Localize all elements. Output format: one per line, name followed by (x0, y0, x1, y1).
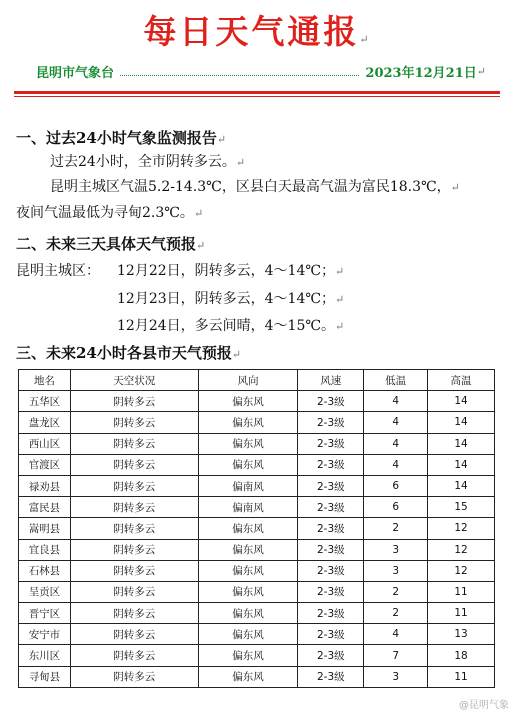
cell-sky: 阴转多云 (70, 433, 198, 454)
cell-sky: 阴转多云 (70, 412, 198, 433)
cell-name: 宜良县 (19, 539, 71, 560)
table-row (19, 475, 495, 496)
header-sky: 天空状况 (70, 370, 198, 391)
cell-wind-dir: 偏东风 (198, 433, 298, 454)
header-wind-dir: 风向 (198, 370, 298, 391)
cell-high: 18 (428, 645, 495, 666)
cell-wind-speed: 2-3级 (298, 433, 364, 454)
cell-name: 东川区 (19, 645, 71, 666)
cell-sky: 阴转多云 (70, 539, 198, 560)
cell-sky: 阴转多云 (70, 518, 198, 539)
cell-name: 呈贡区 (19, 581, 71, 602)
header-high: 高温 (428, 370, 495, 391)
cell-wind-speed: 2-3级 (298, 391, 364, 412)
forecast-3: 12月24日，多云间晴，4～15℃。↵ (117, 318, 345, 334)
cell-low: 6 (364, 475, 428, 496)
cell-sky: 阴转多云 (70, 581, 198, 602)
table-row (19, 433, 495, 454)
table-row (19, 666, 495, 687)
section1-p2a: 昆明主城区气温5.2-14.3℃，区县白天最高气温为富民18.3℃，↵ (50, 179, 460, 195)
report-title: 每日天气通报↵ (143, 12, 372, 51)
table-row (19, 497, 495, 518)
dotted-leader (120, 67, 359, 76)
cell-wind-dir: 偏东风 (198, 645, 298, 666)
cell-wind-dir: 偏东风 (198, 666, 298, 687)
cell-low: 7 (364, 645, 428, 666)
city-label: 昆明主城区： (16, 263, 100, 279)
table-body (19, 391, 495, 688)
cell-low: 4 (364, 433, 428, 454)
cell-name: 石林县 (19, 560, 71, 581)
cell-high: 14 (428, 391, 495, 412)
table-row (19, 539, 495, 560)
cell-high: 12 (428, 560, 495, 581)
report-date: 2023年12月21日 (365, 66, 477, 81)
red-rule-thin (14, 96, 500, 97)
cell-low: 2 (364, 581, 428, 602)
cell-name: 安宁市 (19, 624, 71, 645)
header-wind-speed: 风速 (298, 370, 364, 391)
cell-wind-speed: 2-3级 (298, 624, 364, 645)
table-row (19, 391, 495, 412)
cell-low: 2 (364, 518, 428, 539)
cell-name: 寻甸县 (19, 666, 71, 687)
cell-wind-speed: 2-3级 (298, 454, 364, 475)
cell-sky: 阴转多云 (70, 624, 198, 645)
table-row (19, 454, 495, 475)
table-row (19, 518, 495, 539)
cell-wind-speed: 2-3级 (298, 412, 364, 433)
table-header-row (19, 370, 495, 391)
cell-low: 6 (364, 497, 428, 518)
table-row (19, 412, 495, 433)
org-date-line: 昆明市气象台 2023年12月21日 ↵ (36, 62, 486, 81)
cell-sky: 阴转多云 (70, 391, 198, 412)
cell-high: 11 (428, 666, 495, 687)
cell-high: 13 (428, 624, 495, 645)
cell-low: 3 (364, 666, 428, 687)
cell-high: 14 (428, 475, 495, 496)
cell-high: 15 (428, 497, 495, 518)
header-name: 地名 (19, 370, 71, 391)
cell-sky: 阴转多云 (70, 497, 198, 518)
cell-wind-dir: 偏东风 (198, 624, 298, 645)
cell-name: 嵩明县 (19, 518, 71, 539)
cell-low: 4 (364, 624, 428, 645)
forecast-table (18, 369, 495, 688)
cell-name: 盘龙区 (19, 412, 71, 433)
cell-name: 五华区 (19, 391, 71, 412)
cell-high: 11 (428, 603, 495, 624)
section1-heading: 一、过去24小时气象监测报告↵ (16, 129, 227, 147)
cell-wind-speed: 2-3级 (298, 581, 364, 602)
cell-low: 3 (364, 560, 428, 581)
table-row (19, 603, 495, 624)
cell-wind-speed: 2-3级 (298, 603, 364, 624)
cell-wind-dir: 偏南风 (198, 475, 298, 496)
cell-sky: 阴转多云 (70, 645, 198, 666)
cell-name: 官渡区 (19, 454, 71, 475)
cell-sky: 阴转多云 (70, 603, 198, 624)
cell-name: 晋宁区 (19, 603, 71, 624)
cell-wind-dir: 偏东风 (198, 603, 298, 624)
cell-wind-speed: 2-3级 (298, 560, 364, 581)
cell-sky: 阴转多云 (70, 475, 198, 496)
cell-low: 2 (364, 603, 428, 624)
cell-low: 4 (364, 454, 428, 475)
cell-high: 14 (428, 412, 495, 433)
section1-p2b: 夜间气温最低为寻甸2.3℃。↵ (16, 205, 204, 221)
org-name: 昆明市气象台 (36, 66, 115, 81)
header-low: 低温 (364, 370, 428, 391)
watermark: @昆明气象 (459, 700, 509, 711)
cell-wind-dir: 偏东风 (198, 454, 298, 475)
forecast-2: 12月23日，阴转多云，4～14℃；↵ (117, 291, 345, 307)
cell-high: 12 (428, 539, 495, 560)
cell-wind-dir: 偏东风 (198, 581, 298, 602)
cell-high: 12 (428, 518, 495, 539)
cell-wind-dir: 偏南风 (198, 497, 298, 518)
cell-wind-speed: 2-3级 (298, 497, 364, 518)
table-row (19, 645, 495, 666)
cell-sky: 阴转多云 (70, 560, 198, 581)
section2-heading: 二、未来三天具体天气预报↵ (16, 235, 206, 253)
cell-name: 富民县 (19, 497, 71, 518)
cell-wind-dir: 偏东风 (198, 560, 298, 581)
cell-name: 禄劝县 (19, 475, 71, 496)
cell-wind-speed: 2-3级 (298, 475, 364, 496)
cell-sky: 阴转多云 (70, 454, 198, 475)
cell-wind-speed: 2-3级 (298, 666, 364, 687)
cell-high: 14 (428, 433, 495, 454)
section1-p1: 过去24小时，全市阴转多云。↵ (50, 154, 246, 170)
forecast-1: 12月22日，阴转多云，4～14℃；↵ (117, 263, 345, 279)
cell-wind-dir: 偏东风 (198, 391, 298, 412)
cell-low: 4 (364, 391, 428, 412)
cell-sky: 阴转多云 (70, 666, 198, 687)
table-row (19, 624, 495, 645)
cell-wind-dir: 偏东风 (198, 539, 298, 560)
cell-wind-dir: 偏东风 (198, 518, 298, 539)
cell-wind-speed: 2-3级 (298, 645, 364, 666)
table-row (19, 560, 495, 581)
cell-name: 西山区 (19, 433, 71, 454)
cell-high: 11 (428, 581, 495, 602)
section3-heading: 三、未来24小时各县市天气预报↵ (16, 344, 242, 362)
cell-low: 3 (364, 539, 428, 560)
cell-wind-dir: 偏东风 (198, 412, 298, 433)
cell-low: 4 (364, 412, 428, 433)
cell-high: 14 (428, 454, 495, 475)
red-rule-thick (14, 91, 500, 94)
cell-wind-speed: 2-3级 (298, 539, 364, 560)
cell-wind-speed: 2-3级 (298, 518, 364, 539)
table-row (19, 581, 495, 602)
